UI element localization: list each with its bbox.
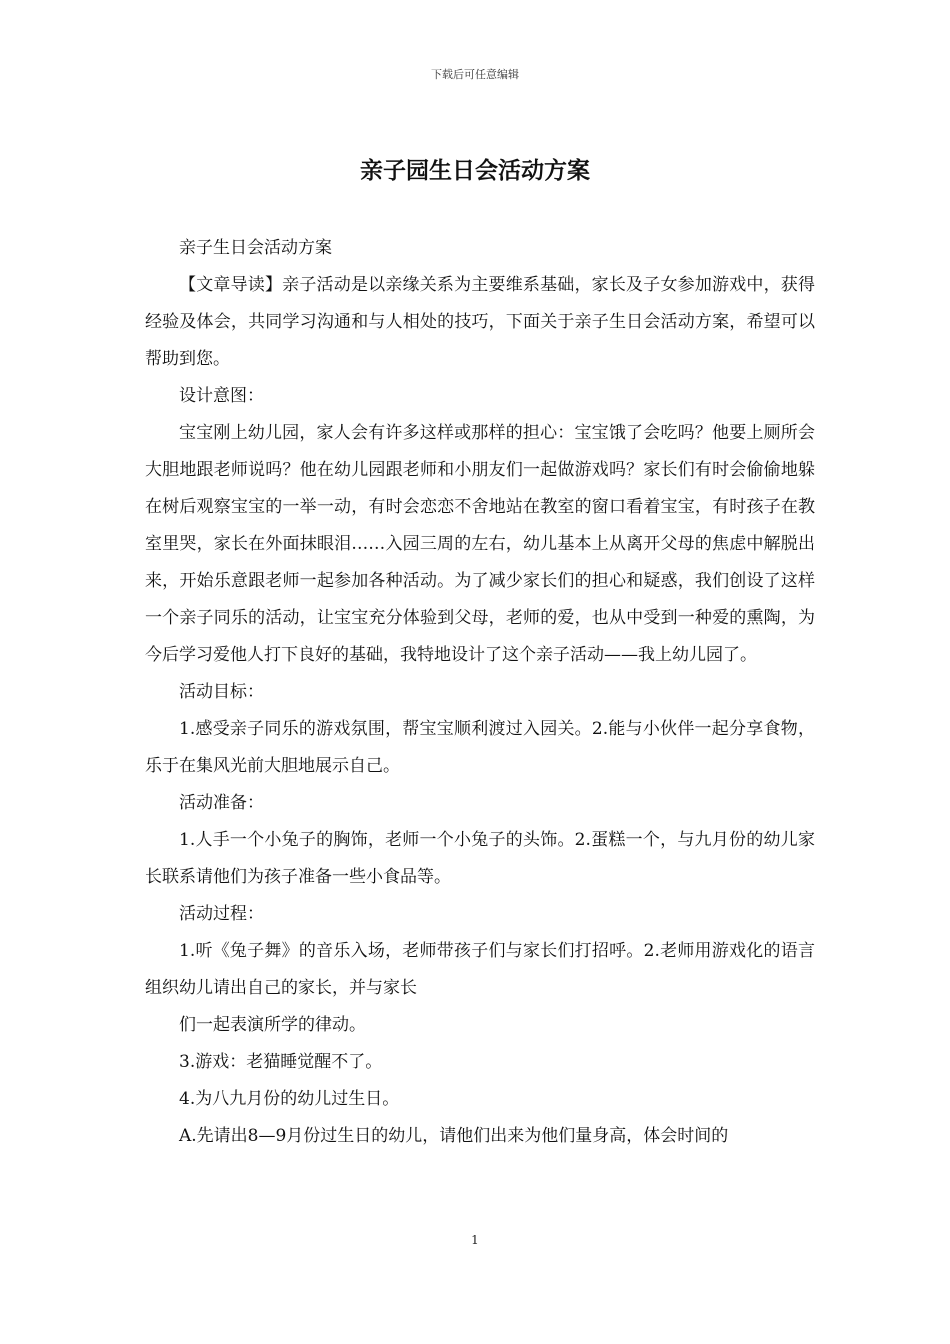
paragraph-process-step-3: 3.游戏：老猫睡觉醒不了。 <box>179 1052 383 1072</box>
paragraph-intro: 【文章导读】亲子活动是以亲缘关系为主要维系基础，家长及子女参加游戏中，获得经验及体会，共同学习沟通和与人相处的技巧，下面关于亲子生日会活动方案，希望可以帮助到您。 <box>145 275 815 369</box>
document-body <box>145 230 815 1155</box>
paragraph-process-steps-1-2: 1.听《兔子舞》的音乐入场，老师带孩子们与家长们打招呼。2.老师用游戏化的语言组织幼儿请出自己的家长，并与家长 <box>145 941 815 998</box>
page-header-note: 下载后可任意编辑 <box>431 68 519 81</box>
paragraph-activity-preparation: 1.人手一个小兔子的胸饰，老师一个小兔子的头饰。2.蛋糕一个，与九月份的幼儿家长联系请他们为孩子准备一些小食品等。 <box>145 830 815 887</box>
paragraph-activity-goals: 1.感受亲子同乐的游戏氛围，帮宝宝顺利渡过入园关。2.能与小伙伴一起分享食物，乐于在集风光前大胆地展示自己。 <box>145 719 815 776</box>
paragraph-process-step-4a: A.先请出8—9月份过生日的幼儿，请他们出来为他们量身高，体会时间的 <box>179 1126 729 1146</box>
paragraph-process-step-4: 4.为八九月份的幼儿过生日。 <box>179 1089 400 1109</box>
heading-activity-goals: 活动目标： <box>179 682 264 702</box>
heading-design-intent: 设计意图： <box>179 386 264 406</box>
heading-activity-preparation: 活动准备： <box>179 793 264 813</box>
document-title: 亲子园生日会活动方案 <box>360 158 590 184</box>
paragraph-subtitle: 亲子生日会活动方案 <box>179 238 332 258</box>
paragraph-process-continued: 们一起表演所学的律动。 <box>179 1015 366 1035</box>
heading-activity-process: 活动过程： <box>179 904 264 924</box>
page-number: 1 <box>471 1233 479 1247</box>
paragraph-design-intent: 宝宝刚上幼儿园，家人会有许多这样或那样的担心：宝宝饿了会吃吗？他要上厕所会大胆地跟老师说吗？他在幼儿园跟老师和小朋友们一起做游戏吗？家长们有时会偷偷地躲在树后观察宝宝的一举一动，有时会恋恋不舍地站在教室的窗口看着宝宝，有时孩子在教室里哭，家长在外面抹眼泪……入园三周的左右，幼儿基本上从离开父母的焦虑中解脱出来，开始乐意跟老师一起参加各种活动。为了减少家长们的担心和疑惑，我们创设了这样一个亲子同乐的活动，让宝宝充分体验到父母，老师的爱，也从中受到一种爱的熏陶，为今后学习爱他人打下良好的基础，我特地设计了这个亲子活动——我上幼儿园了。 <box>145 423 815 665</box>
